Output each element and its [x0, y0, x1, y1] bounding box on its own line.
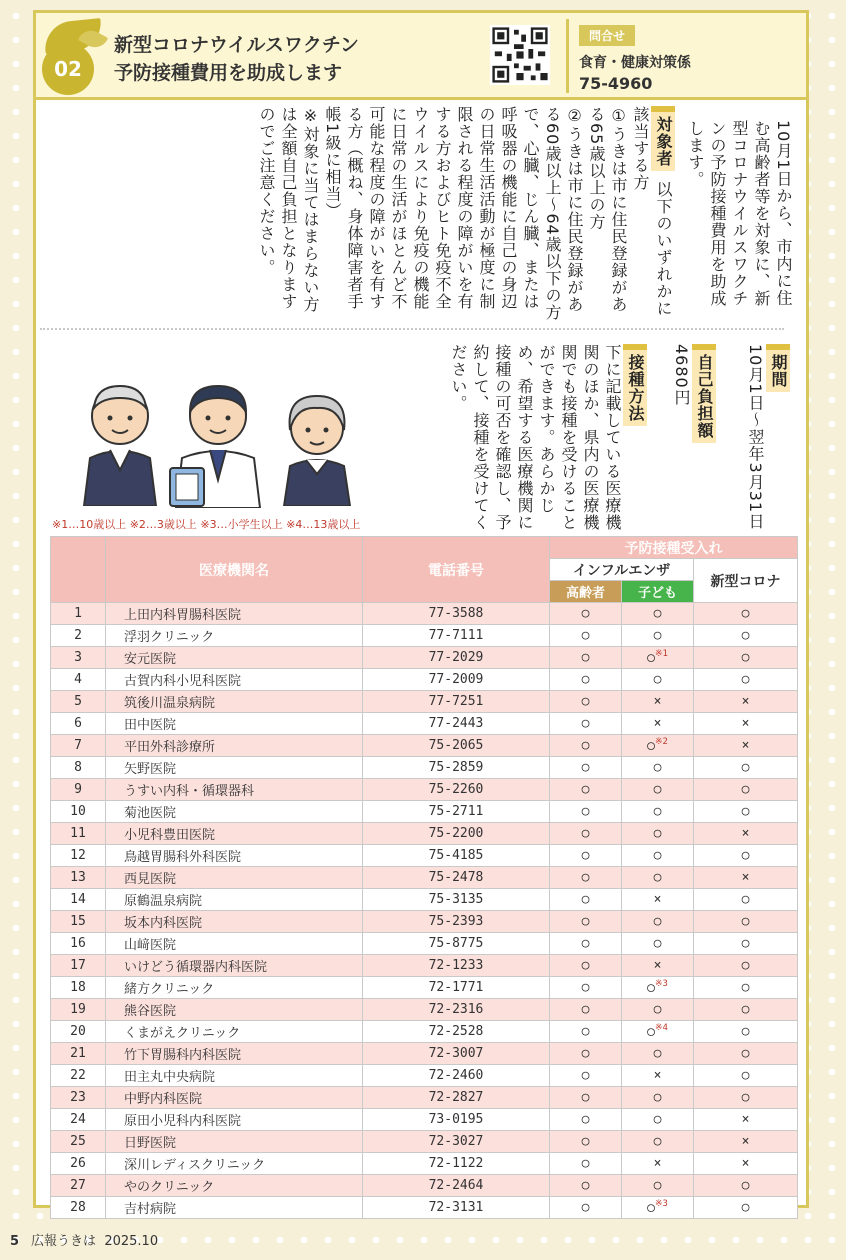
clinic-phone: 73-0195 — [363, 1109, 550, 1131]
children-mark-value: × — [653, 694, 662, 709]
header-elderly: 高齢者 — [550, 581, 622, 603]
table-row — [51, 1065, 798, 1087]
elderly-mark: ○ — [550, 691, 622, 713]
table-row — [51, 1175, 798, 1197]
row-number: 16 — [51, 933, 106, 955]
method-section — [395, 344, 647, 534]
covid-mark: × — [694, 1131, 798, 1153]
age-note: ※4 — [654, 1023, 668, 1034]
children-mark — [622, 735, 694, 757]
illustration-elderly-woman — [278, 390, 356, 506]
covid-mark: ○ — [694, 603, 798, 625]
covid-mark: ○ — [694, 757, 798, 779]
children-mark-value: ○ — [653, 672, 662, 687]
elderly-mark: ○ — [550, 1153, 622, 1175]
children-mark — [622, 801, 694, 823]
elderly-mark: ○ — [550, 1087, 622, 1109]
row-number: 2 — [51, 625, 106, 647]
section-divider — [40, 328, 784, 330]
target-section — [145, 106, 675, 324]
elderly-mark: ○ — [550, 801, 622, 823]
children-mark — [622, 823, 694, 845]
clinic-name: 平田外科診療所 — [106, 735, 363, 757]
header-phone: 電話番号 — [363, 537, 550, 603]
children-mark-value: × — [653, 716, 662, 731]
children-mark — [622, 713, 694, 735]
table-row — [51, 757, 798, 779]
clinic-rows — [51, 603, 798, 1219]
covid-mark: ○ — [694, 801, 798, 823]
article-header — [36, 13, 806, 100]
row-number: 7 — [51, 735, 106, 757]
clinic-name: 西見医院 — [106, 867, 363, 889]
target-item-2: ②うきは市に住民登録がある60歳以上〜64歳以下の方で、心臓、じん臓、または呼吸器の機能に自己の身辺の日常生活活動が極度に制限される程度の障がいを有する方およびヒト免疫不全ウイルスにより免疫の機能に日常の生活がほとんど不可能な程度の障がいを有する方（概ね、身体障害者手帳1級に相当） — [323, 106, 584, 321]
row-number: 19 — [51, 999, 106, 1021]
contact-label: 問合せ — [579, 25, 635, 46]
clinic-name: 菊池医院 — [106, 801, 363, 823]
clinic-name: 田中医院 — [106, 713, 363, 735]
children-mark — [622, 1043, 694, 1065]
row-number: 9 — [51, 779, 106, 801]
children-mark — [622, 845, 694, 867]
clinic-phone: 75-8775 — [363, 933, 550, 955]
covid-mark: ○ — [694, 1197, 798, 1219]
method-heading: 接種方法 — [623, 344, 647, 426]
illustration-elderly-man — [76, 378, 164, 506]
clinic-name: 鳥越胃腸科外科医院 — [106, 845, 363, 867]
row-number: 20 — [51, 1021, 106, 1043]
children-mark-value: ○ — [653, 1112, 662, 1127]
children-mark — [622, 889, 694, 911]
clinic-name: 熊谷医院 — [106, 999, 363, 1021]
page-footer — [10, 1230, 158, 1249]
covid-mark: × — [694, 713, 798, 735]
covid-mark: ○ — [694, 1087, 798, 1109]
clinic-phone: 75-2260 — [363, 779, 550, 801]
children-mark — [622, 1065, 694, 1087]
table-row — [51, 779, 798, 801]
clinic-name: 浮羽クリニック — [106, 625, 363, 647]
clinic-name: うすい内科・循環器科 — [106, 779, 363, 801]
covid-mark: ○ — [694, 977, 798, 999]
children-mark — [622, 757, 694, 779]
target-item-1: ①うきは市に住民登録がある65歳以上の方 — [587, 106, 628, 313]
elderly-mark: ○ — [550, 647, 622, 669]
clinic-name: 吉村病院 — [106, 1197, 363, 1219]
elderly-mark: ○ — [550, 999, 622, 1021]
covid-mark: ○ — [694, 779, 798, 801]
table-row — [51, 889, 798, 911]
children-mark — [622, 999, 694, 1021]
header-acceptance: 予防接種受入れ — [550, 537, 798, 559]
children-mark-value: × — [653, 1156, 662, 1171]
covid-mark: × — [694, 1153, 798, 1175]
children-mark-value: ○ — [647, 738, 655, 754]
table-row — [51, 823, 798, 845]
clinic-name: 坂本内科医院 — [106, 911, 363, 933]
elderly-mark: ○ — [550, 977, 622, 999]
header-clinic-name: 医療機関名 — [106, 537, 363, 603]
children-mark-value: × — [653, 1068, 662, 1083]
covid-mark: ○ — [694, 1021, 798, 1043]
covid-mark: ○ — [694, 999, 798, 1021]
table-row — [51, 1043, 798, 1065]
title-line-1: 新型コロナウイルスワクチン — [114, 34, 359, 56]
children-mark-value: ○ — [653, 826, 662, 841]
children-mark — [622, 1131, 694, 1153]
children-mark-value: ○ — [653, 606, 662, 621]
elderly-mark: ○ — [550, 823, 622, 845]
children-mark — [622, 911, 694, 933]
row-number: 1 — [51, 603, 106, 625]
cost-heading: 自己負担額 — [692, 344, 716, 443]
clinic-name: 小児科豊田医院 — [106, 823, 363, 845]
elderly-mark: ○ — [550, 867, 622, 889]
children-mark-value: ○ — [653, 1178, 662, 1193]
clinic-phone: 72-2464 — [363, 1175, 550, 1197]
table-row — [51, 625, 798, 647]
clinic-phone: 77-3588 — [363, 603, 550, 625]
elderly-mark: ○ — [550, 713, 622, 735]
contact-department: 食育・健康対策係 — [579, 55, 691, 71]
row-number: 22 — [51, 1065, 106, 1087]
clinic-phone: 75-2200 — [363, 823, 550, 845]
children-mark — [622, 1109, 694, 1131]
clinic-name: 古賀内科小児科医院 — [106, 669, 363, 691]
table-row — [51, 669, 798, 691]
clinic-phone: 75-2859 — [363, 757, 550, 779]
table-row — [51, 1197, 798, 1219]
children-mark-value: ○ — [647, 1024, 655, 1040]
table-row — [51, 1087, 798, 1109]
covid-mark: × — [694, 735, 798, 757]
table-row — [51, 955, 798, 977]
clinic-phone: 72-2460 — [363, 1065, 550, 1087]
children-mark-value: ○ — [653, 936, 662, 951]
age-legend: ※1…10歳以上 ※2…3歳以上 ※3…小学生以上 ※4…13歳以上 — [52, 518, 361, 531]
clinic-name: 日野医院 — [106, 1131, 363, 1153]
clinic-phone: 77-2009 — [363, 669, 550, 691]
children-mark-value: ○ — [653, 1002, 662, 1017]
clinic-name: 緒方クリニック — [106, 977, 363, 999]
clinic-phone: 77-2443 — [363, 713, 550, 735]
cost-section — [652, 344, 716, 534]
row-number: 12 — [51, 845, 106, 867]
row-number: 8 — [51, 757, 106, 779]
article-title — [114, 31, 359, 87]
age-note: ※2 — [654, 737, 668, 748]
clinic-phone: 72-3131 — [363, 1197, 550, 1219]
covid-mark: ○ — [694, 845, 798, 867]
row-number: 18 — [51, 977, 106, 999]
table-row — [51, 647, 798, 669]
qr-code-icon[interactable] — [490, 25, 550, 85]
clinic-phone: 75-2065 — [363, 735, 550, 757]
children-mark-value: × — [653, 958, 662, 973]
table-row — [51, 735, 798, 757]
covid-mark: ○ — [694, 1065, 798, 1087]
elderly-mark: ○ — [550, 1021, 622, 1043]
publication-name: 広報うきは — [31, 1234, 97, 1249]
clinic-name: やのクリニック — [106, 1175, 363, 1197]
table-row — [51, 1153, 798, 1175]
children-mark — [622, 647, 694, 669]
covid-mark: ○ — [694, 889, 798, 911]
children-mark — [622, 1175, 694, 1197]
row-number: 25 — [51, 1131, 106, 1153]
children-mark-value: ○ — [653, 914, 662, 929]
clinic-phone: 75-2711 — [363, 801, 550, 823]
elderly-mark: ○ — [550, 1131, 622, 1153]
title-line-2: 予防接種費用を助成します — [114, 62, 343, 84]
clinic-name: 中野内科医院 — [106, 1087, 363, 1109]
contact-phone[interactable]: 75-4960 — [579, 74, 653, 93]
row-number: 4 — [51, 669, 106, 691]
children-mark-value: ○ — [653, 760, 662, 775]
elderly-mark: ○ — [550, 779, 622, 801]
row-number: 24 — [51, 1109, 106, 1131]
clinic-phone: 72-2316 — [363, 999, 550, 1021]
row-number: 6 — [51, 713, 106, 735]
elderly-mark: ○ — [550, 911, 622, 933]
period-heading: 期間 — [766, 344, 790, 392]
row-number: 3 — [51, 647, 106, 669]
method-text: 下に記載している医療機関のほか、県内の医療機関でも接種を受けることができます。あらかじめ、希望する医療機関に接種の可否を確認し、予約して、接種を受けてください。 — [449, 344, 622, 531]
clinic-phone: 72-2528 — [363, 1021, 550, 1043]
clinic-name: 原田小児科内科医院 — [106, 1109, 363, 1131]
elderly-mark: ○ — [550, 889, 622, 911]
clinic-phone: 72-1771 — [363, 977, 550, 999]
children-mark — [622, 779, 694, 801]
elderly-mark: ○ — [550, 933, 622, 955]
children-mark-value: ○ — [653, 870, 662, 885]
clinic-name: 竹下胃腸科内科医院 — [106, 1043, 363, 1065]
clinic-name: 上田内科胃腸科医院 — [106, 603, 363, 625]
table-row — [51, 1131, 798, 1153]
target-text: 以下のいずれかに該当する方 — [631, 106, 673, 317]
header-covid: 新型コロナ — [694, 559, 798, 603]
elderly-mark: ○ — [550, 735, 622, 757]
clinic-phone: 75-2478 — [363, 867, 550, 889]
clinic-phone: 77-2029 — [363, 647, 550, 669]
covid-mark: ○ — [694, 933, 798, 955]
age-note: ※3 — [654, 979, 668, 990]
covid-mark: ○ — [694, 1175, 798, 1197]
table-row — [51, 713, 798, 735]
clinic-phone: 72-2827 — [363, 1087, 550, 1109]
elderly-mark: ○ — [550, 1065, 622, 1087]
row-number: 21 — [51, 1043, 106, 1065]
elderly-mark: ○ — [550, 757, 622, 779]
covid-mark: × — [694, 1109, 798, 1131]
children-mark-value: ○ — [647, 980, 655, 996]
clinic-phone: 75-4185 — [363, 845, 550, 867]
target-heading: 対象者 — [651, 106, 675, 171]
elderly-mark: ○ — [550, 603, 622, 625]
contact-box — [566, 19, 809, 93]
children-mark-value: ○ — [647, 1200, 655, 1216]
children-mark — [622, 1021, 694, 1043]
children-mark-value: ○ — [653, 848, 662, 863]
children-mark — [622, 669, 694, 691]
children-mark — [622, 933, 694, 955]
elderly-mark: ○ — [550, 1197, 622, 1219]
table-row — [51, 977, 798, 999]
table-row — [51, 603, 798, 625]
covid-mark: × — [694, 691, 798, 713]
row-number: 10 — [51, 801, 106, 823]
period-section — [726, 344, 790, 534]
clinic-name: いけどう循環器内科医院 — [106, 955, 363, 977]
header-influenza: インフルエンザ — [550, 559, 694, 581]
clinic-name: 矢野医院 — [106, 757, 363, 779]
covid-mark: × — [694, 823, 798, 845]
clinic-name: くまがえクリニック — [106, 1021, 363, 1043]
children-mark-value: ○ — [653, 804, 662, 819]
table-row — [51, 691, 798, 713]
clinic-name: 山﨑医院 — [106, 933, 363, 955]
header-number — [51, 537, 106, 603]
children-mark — [622, 1087, 694, 1109]
publication-issue: 2025.10 — [104, 1234, 159, 1249]
clinic-phone: 72-3007 — [363, 1043, 550, 1065]
children-mark-value: ○ — [653, 1134, 662, 1149]
table-row — [51, 867, 798, 889]
elderly-mark: ○ — [550, 669, 622, 691]
table-row — [51, 1109, 798, 1131]
table-row — [51, 801, 798, 823]
clinic-phone: 72-1122 — [363, 1153, 550, 1175]
row-number: 27 — [51, 1175, 106, 1197]
section-number-badge: 02 — [42, 43, 94, 95]
covid-mark: ○ — [694, 955, 798, 977]
cost-text: 4680円 — [672, 344, 691, 406]
row-number: 26 — [51, 1153, 106, 1175]
elderly-mark: ○ — [550, 845, 622, 867]
elderly-mark: ○ — [550, 1043, 622, 1065]
target-note: ※対象に当てはまらない方は全額自己負担となりますのでご注意ください。 — [257, 106, 320, 313]
age-note: ※3 — [654, 1199, 668, 1210]
clinic-name: 安元医院 — [106, 647, 363, 669]
elderly-mark: ○ — [550, 955, 622, 977]
children-mark-value: ○ — [653, 1090, 662, 1105]
clinic-name: 深川レディスクリニック — [106, 1153, 363, 1175]
clinic-phone: 72-1233 — [363, 955, 550, 977]
row-number: 11 — [51, 823, 106, 845]
covid-mark: ○ — [694, 647, 798, 669]
row-number: 23 — [51, 1087, 106, 1109]
clinic-name: 田主丸中央病院 — [106, 1065, 363, 1087]
table-row — [51, 999, 798, 1021]
clinic-phone: 77-7111 — [363, 625, 550, 647]
elderly-mark: ○ — [550, 1109, 622, 1131]
children-mark — [622, 603, 694, 625]
clinic-phone: 77-7251 — [363, 691, 550, 713]
children-mark-value: ○ — [653, 1046, 662, 1061]
children-mark-value: ○ — [653, 782, 662, 797]
children-mark — [622, 955, 694, 977]
row-number: 15 — [51, 911, 106, 933]
header-children: 子ども — [622, 581, 694, 603]
clinic-phone: 75-2393 — [363, 911, 550, 933]
table-row — [51, 1021, 798, 1043]
covid-mark: ○ — [694, 625, 798, 647]
clinic-name: 原鶴温泉病院 — [106, 889, 363, 911]
covid-mark: ○ — [694, 1043, 798, 1065]
children-mark — [622, 691, 694, 713]
clinic-table — [50, 536, 798, 1219]
children-mark — [622, 1153, 694, 1175]
children-mark — [622, 977, 694, 999]
row-number: 28 — [51, 1197, 106, 1219]
children-mark — [622, 867, 694, 889]
children-mark-value: ○ — [653, 628, 662, 643]
elderly-mark: ○ — [550, 625, 622, 647]
children-mark-value: ○ — [647, 650, 655, 666]
period-text: 10月1日〜翌年3月31日 — [746, 344, 765, 531]
clinic-name: 筑後川温泉病院 — [106, 691, 363, 713]
clinic-phone: 75-3135 — [363, 889, 550, 911]
table-row — [51, 845, 798, 867]
covid-mark: × — [694, 867, 798, 889]
row-number: 5 — [51, 691, 106, 713]
row-number: 17 — [51, 955, 106, 977]
elderly-mark: ○ — [550, 1175, 622, 1197]
table-row — [51, 933, 798, 955]
clinic-phone: 72-3027 — [363, 1131, 550, 1153]
covid-mark: ○ — [694, 911, 798, 933]
covid-mark: ○ — [694, 669, 798, 691]
age-note: ※1 — [654, 649, 668, 660]
page-number: 5 — [10, 1234, 20, 1249]
intro-text: 10月1日から、市内に住む高齢者等を対象に、新型コロナウイルスワクチンの予防接種費用を助成します。 — [686, 120, 793, 307]
row-number: 13 — [51, 867, 106, 889]
illustration-doctor — [166, 380, 270, 508]
children-mark — [622, 625, 694, 647]
table-row — [51, 911, 798, 933]
row-number: 14 — [51, 889, 106, 911]
children-mark-value: × — [653, 892, 662, 907]
children-mark — [622, 1197, 694, 1219]
